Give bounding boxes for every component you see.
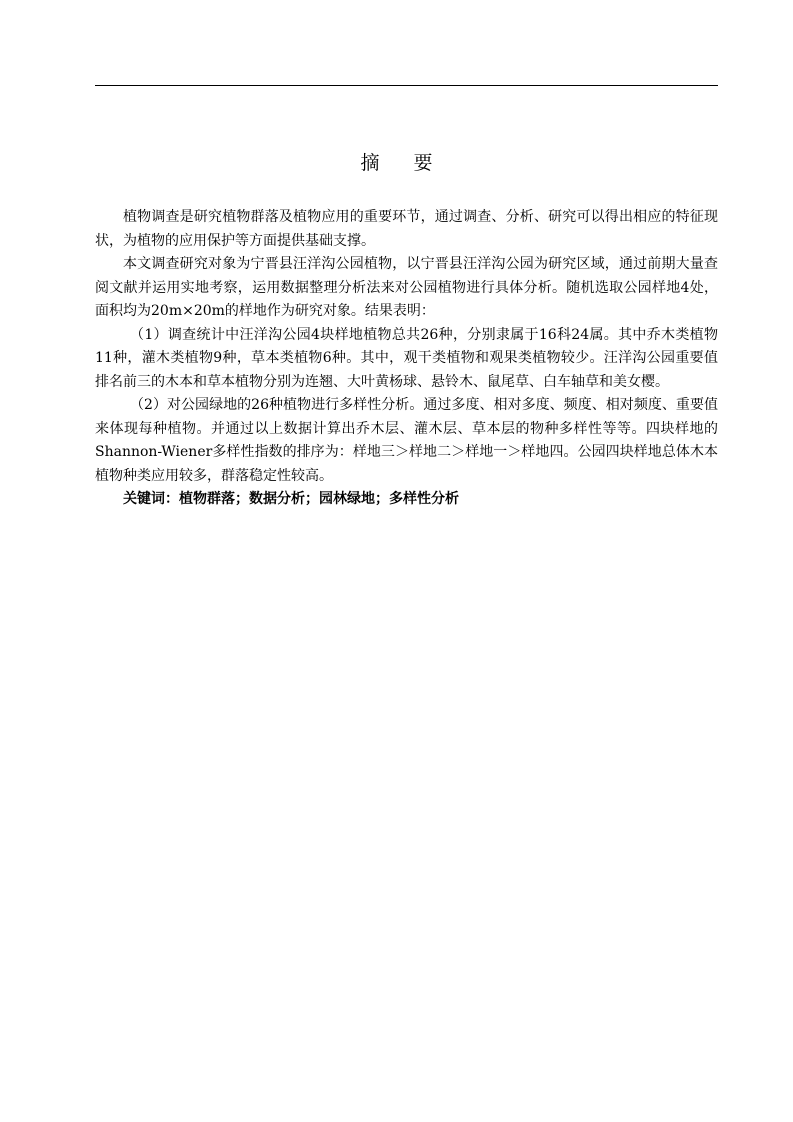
abstract-body [95, 206, 718, 512]
keywords-line: 关键词：植物群落；数据分析；园林绿地；多样性分析 [123, 491, 459, 507]
abstract-finding-1: （1）调查统计中汪洋沟公园4块样地植物总共26种，分别隶属于16科24属。其中乔木类植物11种，灌木类植物9种，草本类植物6种。其中，观干类植物和观果类植物较少。汪洋沟公园重要值排名前三的木本和草本植物分别为连翘、大叶黄杨球、悬铃木、鼠尾草、白车轴草和美女樱。 [95, 326, 718, 390]
abstract-paragraph-1: 植物调查是研究植物群落及植物应用的重要环节，通过调查、分析、研究可以得出相应的特征现状，为植物的应用保护等方面提供基础支撑。 [95, 209, 718, 249]
header-rule [95, 85, 718, 86]
abstract-title: 摘 要 [360, 152, 447, 174]
abstract-paragraph-2: 本文调查研究对象为宁晋县汪洋沟公园植物，以宁晋县汪洋沟公园为研究区域，通过前期大量查阅文献并运用实地考察，运用数据整理分析法来对公园植物进行具体分析。随机选取公园样地4处，面积均为20m×20m的样地作为研究对象。结果表明： [95, 256, 718, 319]
abstract-finding-2: （2）对公园绿地的26种植物进行多样性分析。通过多度、相对多度、频度、相对频度、重要值来体现每种植物。并通过以上数据计算出乔木层、灌木层、草本层的物种多样性等等。四块样地的Shannon-Wiener多样性指数的排序为：样地三＞样地二＞样地一＞样地四。公园四块样地总体木本植物种类应用较多，群落稳定性较高。 [95, 397, 718, 484]
